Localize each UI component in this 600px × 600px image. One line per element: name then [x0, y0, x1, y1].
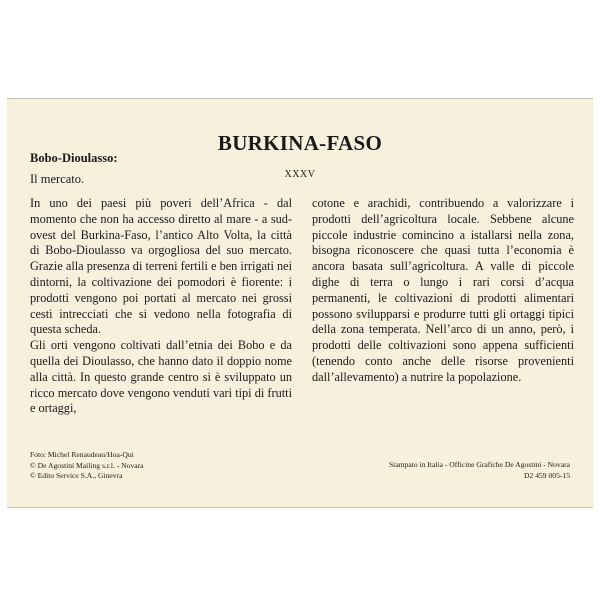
credit-line: Foto: Michel Renaudeau/Hoa-Qui — [30, 450, 134, 459]
product-code: D2 459 005-15 — [524, 470, 570, 480]
body-paragraph: Gli orti vengono coltivati dall’etnia dei Bobo e da quella dei Dioulasso, che hanno dato il doppio nome alla città. In questo grande centro si è sviluppato un ricco mercato dove vengono venduti vari tipi di frutti e ortaggi, — [30, 338, 292, 416]
printer-line: Stampato in Italia - Officine Grafiche De Agostini - Novara — [389, 460, 570, 469]
print-info — [389, 460, 570, 481]
card-number: XXXV — [284, 169, 316, 180]
card-title: BURKINA-FASO — [217, 131, 383, 155]
credit-line: © Edito Service S.A., Ginevra — [30, 471, 123, 480]
info-card — [7, 98, 593, 508]
body-right-column — [312, 196, 574, 386]
card-subtitle: Il mercato. — [30, 172, 85, 186]
credit-line: © De Agostini Mailing s.r.l. - Novara — [30, 460, 144, 470]
body-left-column — [30, 196, 292, 417]
photo-credits — [30, 450, 144, 482]
body-paragraph: In uno dei paesi più poveri dell’Africa - dal momento che non ha accesso diretto al mare - a sud-ovest del Burkina-Faso, l’antico Alto Volta, la città di Bobo-Dioulasso va orgogliosa del suo mercato. Grazie alla presenza di terreni fertili e ben irrigati nei dintorni, la coltivazione dei pomodori è fiorente: i prodotti vengono poi portati al mercato nei grossi cesti intrecciati che si vedono nella fotografia di questa scheda. — [30, 196, 292, 337]
card-subject: Bobo-Dioulasso: — [30, 151, 118, 165]
body-paragraph: cotone e arachidi, contribuendo a valorizzare i prodotti dell’agricoltura locale. Sebbene alcune piccole industrie comincino a istallarsi nella zona, bisogna riconoscere che quasi tutta l’economia è ancora basata sull’agricoltura. A valle di piccole dighe di terra o lungo i rari corsi d’acqua permanenti, le coltivazioni di prodotti alimentari possono svilupparsi e produrre tutti gli ortaggi tipici della zona temperata. Nell’arco di un anno, però, i prodotti delle coltivazioni sono appena sufficienti (tenendo conto anche delle risorse provenienti dall’allevamento) a nutrire la popolazione. — [312, 196, 574, 384]
